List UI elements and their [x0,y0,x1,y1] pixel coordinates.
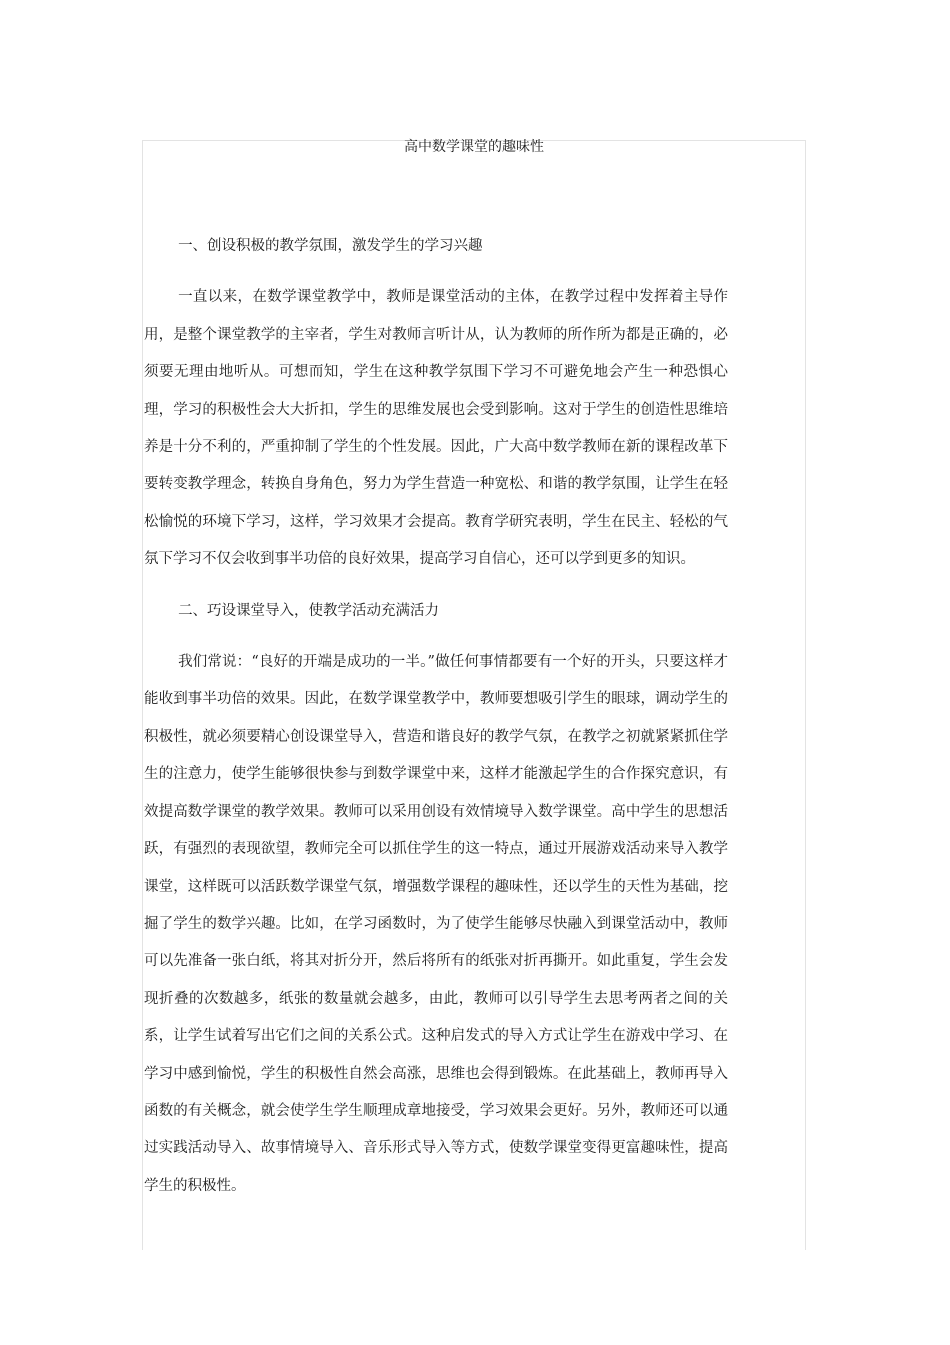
section-heading-2: 二、巧设课堂导入，使教学活动充满活力 [178,602,440,619]
document-title: 高中数学课堂的趣味性 [404,139,544,155]
section-heading-1: 一、创设积极的教学氛围，激发学生的学习兴趣 [178,238,483,254]
section-paragraph-1: 一直以来，在数学课堂教学中，教师是课堂活动的主体，在教学过程中发挥着主导作用，是整个课堂教学的主宰者，学生对教师言听计从，认为教师的所作所为都是正确的，必须要无理由地听从。可想而知，学生在这种教学氛围下学习不可避免地会产生一种恐惧心理，学习的积极性会大大折扣，学生的思维发展也会受到影响。这对于学生的创造性思维培养是十分不利的，严重抑制了学生的个性发展。因此，广大高中数学教师在新的课程改革下要转变教学理念，转换自身角色，努力为学生营造一种宽松、和谐的教学氛围，让学生在轻松愉悦的环境下学习，这样，学习效果才会提高。教育学研究表明，学生在民主、轻松的气氛下学习不仅会收到事半功倍的良好效果，提高学习自信心，还可以学到更多的知识。 [144,289,728,568]
document-body [144,228,728,1219]
section-paragraph-2: 我们常说：“良好的开端是成功的一半。”做任何事情都要有一个好的开头，只要这样才能收到事半功倍的效果。因此，在数学课堂教学中，教师要想吸引学生的眼球，调动学生的积极性，就必须要精心创设课堂导入，营造和谐良好的教学气氛，在教学之初就紧紧抓住学生的注意力，使学生能够很快参与到数学课堂中来，这样才能激起学生的合作探究意识，有效提高数学课堂的教学效果。教师可以采用创设有效情境导入数学课堂。高中学生的思想活跃，有强烈的表现欲望，教师完全可以抓住学生的这一特点，通过开展游戏活动来导入教学课堂，这样既可以活跃数学课堂气氛，增强数学课程的趣味性，还以学生的天性为基础，挖掘了学生的数学兴趣。比如，在学习函数时，为了使学生能够尽快融入到课堂活动中，教师可以先准备一张白纸，将其对折分开，然后将所有的纸张对折再撕开。如此重复，学生会发现折叠的次数越多，纸张的数量就会越多，由此，教师可以引导学生去思考两者之间的关系，让学生试着写出它们之间的关系公式。这种启发式的导入方式让学生在游戏中学习、在学习中感到愉悦，学生的积极性自然会高涨，思维也会得到锻炼。在此基础上，教师再导入函数的有关概念，就会使学生学生顺理成章地接受，学习效果会更好。另外，教师还可以通过实践活动导入、故事情境导入、音乐形式导入等方式，使数学课堂变得更富趣味性，提高学生的积极性。 [144,654,728,1194]
